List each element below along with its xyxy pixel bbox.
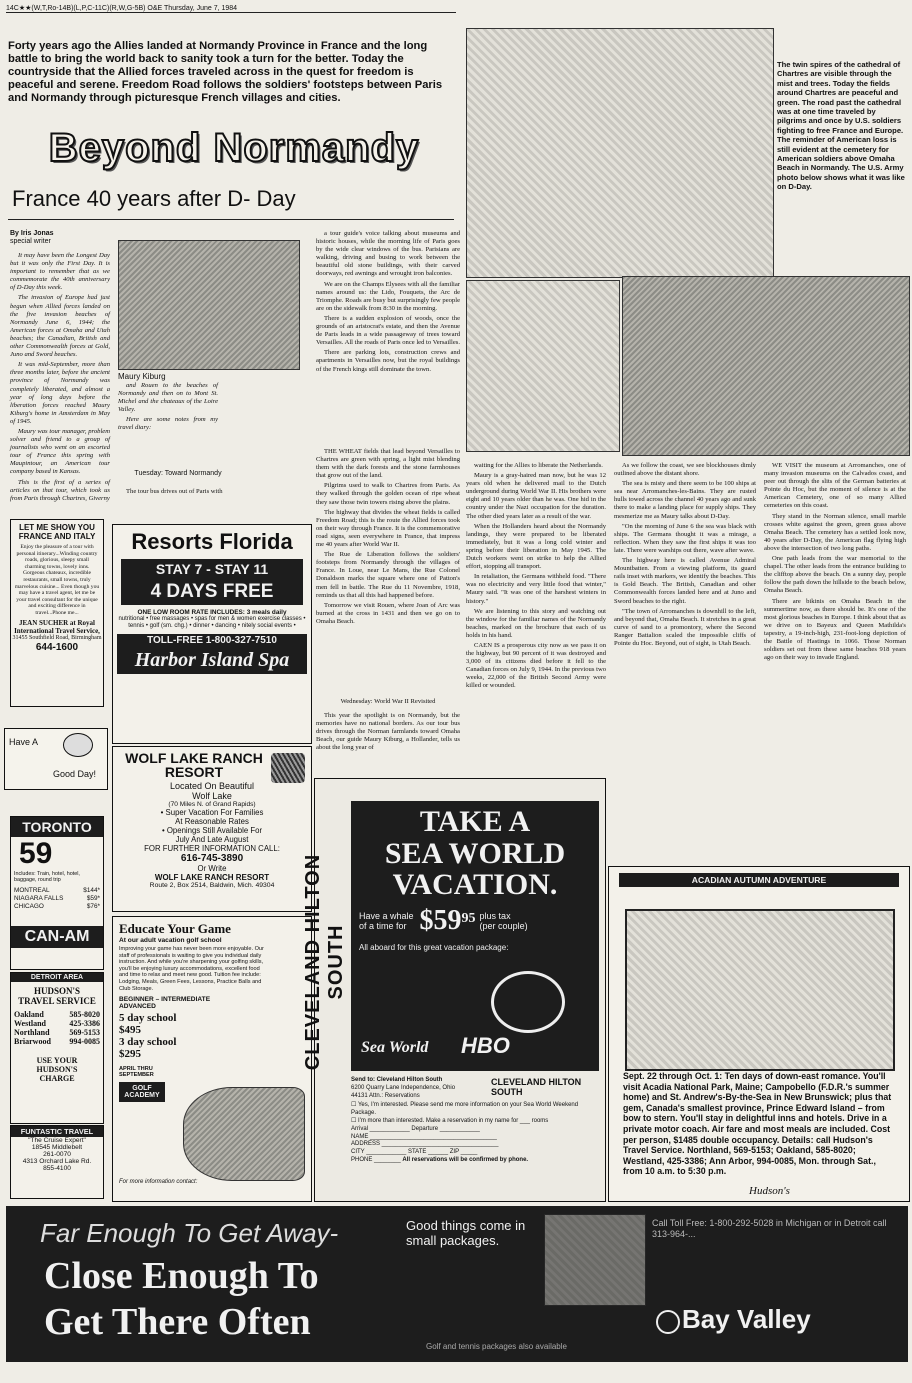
ad-wolf-l4: • Super Vacation For Families <box>160 808 264 817</box>
ad-toronto-row1 <box>14 887 100 894</box>
ad-wolf-phone: 616-745-3890 <box>180 853 244 864</box>
ad-toronto-l1: Includes: Train, hotel, hotel, baggage, round trip <box>14 871 80 884</box>
ad-funtastic-addr1: 18545 Middlebelt <box>31 1144 83 1151</box>
ad-golf-title: Educate Your Game <box>119 921 231 936</box>
ad-good-day-top: Have A <box>9 737 39 747</box>
ad-seaworld-price: $59 <box>419 905 462 936</box>
ad-golf-l1: BEGINNER – INTERMEDIATE <box>119 996 211 1004</box>
toronto-row2-price: $59* <box>86 894 100 902</box>
ad-resorts-extras: nutritional • free massages • spas for men & women exercise classes • tennis • golf (sm. chg.) • dinner • dancing • nitely social events • <box>118 616 306 629</box>
col6-p1: WE VISIT the museum at Arromanches, one of many invasion museums on the Calvados coast, and peer out through the slits of the German batteries at Pointe du Hoc, but the moment of silence is at the American Cemetery, one of so many Allied cemeteries on this coast. <box>764 462 906 510</box>
bay-valley-logo-icon <box>656 1310 680 1334</box>
ad-seaworld-l4-group <box>359 911 414 931</box>
ad-bay-valley <box>6 1206 908 1362</box>
ad-wolf-l11: Route 2, Box 2514, Baldwin, Mich. 49304 <box>149 882 275 889</box>
hudsons-row4-phone: 994-0085 <box>69 1037 100 1046</box>
col1-p2: The invasion of Europe had just begun when Allied forces landed on the five invasion beaches of Normandy June 6, 1944; the American forces at Omaha and Utah beaches; the Canadian, British and other Commonwealth forces at Gold, Juno and Sword beaches. <box>10 294 110 359</box>
acadian-harbor-illustration <box>625 909 895 1071</box>
bay-valley-photo <box>544 1214 646 1306</box>
byline-role: special writer <box>10 238 51 245</box>
col4-p5: We are listening to this story and watching out the window for the familiar names of the Normandy beaches, marked on the brochure that each of us holds in his hand. <box>466 607 606 639</box>
byline-name: By Iris Jonas <box>10 230 54 237</box>
ad-canam-logo: CAN-AM <box>11 926 103 948</box>
divider <box>8 219 454 220</box>
ad-seaworld-l7: (per couple) <box>479 921 528 931</box>
cathedral-caption: The twin spires of the cathedral of Chartres are visible through the mist and trees. Today the fields around Chartres are peaceful and green. The road past the cathedral was at one time traveled by pilgrims and once by U.S. soldiers fighting to free France and Europe. The reminder of American loss is still evident at the cemetery for American soldiers above Omaha Beach in Normandy. The U.S. Army photo below shows what it was like on D-Day. <box>777 60 905 192</box>
ad-jean-head: LET ME SHOW YOU FRANCE AND ITALY <box>18 523 96 541</box>
chartres-cathedral-photo <box>466 28 774 278</box>
ad-golf-p3: $495 <box>119 1024 141 1037</box>
ad-jean-sucher <box>10 519 104 707</box>
ad-good-day-bottom: Good Day! <box>53 769 97 779</box>
col1-p5: This is the first of a series of articles on that tour, which took us from Paris through Chartres, Giverny <box>10 478 110 502</box>
ad-bayvalley-foot: Golf and tennis packages also available <box>426 1342 567 1351</box>
ad-seaworld-panel <box>351 801 599 1071</box>
ad-seaworld-l6: plus tax <box>479 911 511 921</box>
col5-p1: As we follow the coast, we see blockhouses dimly outlined above the distant shore. <box>614 462 756 478</box>
col5-p3: "On the morning of June 6 the sea was black with ships. The Germans thought it was a mirage, a reflection. When they saw the first ships it was too late. There were warships out there, wave after wave. <box>614 522 756 554</box>
ad-seaworld-logo: CLEVELAND HILTON SOUTH <box>491 1077 582 1097</box>
ad-funtastic-phone1: 261-0070 <box>43 1151 71 1158</box>
ad-seaworld-l1: TAKE A <box>419 805 531 838</box>
toronto-row1-price: $144* <box>83 886 100 894</box>
article-subtitle: France 40 years after D- Day <box>12 186 296 211</box>
field-name-label: NAME <box>351 1133 369 1140</box>
ad-funtastic-addr2: 4313 Orchard Lake Rd. <box>22 1158 92 1165</box>
col4-p2: Maury is a gray-haired man now, but he was 12 years old when he delivered mail to the Dutch underground during World War II. His brothers were eight and 10 years older than he was. One hid in the country under the Nazi occupation for the duration. The other died years later as a result of the war. <box>466 472 606 520</box>
ad-seaworld-field-city[interactable]: CITY ____________ STATE ______ ZIP _____ <box>351 1149 478 1156</box>
col1-p1: It may have been the Longest Day but it was only the First Day. It is important to remember that as we commemorate the 40th anniversary of D-Day this week. <box>10 252 110 292</box>
col3-p8: The Rue de Liberation follows the soldiers' footsteps from Normandy through the villages of France. In Loue, near Le Mans, the Rue Colonel Donaldson marks the square where one of Patton's men fell in battle. The Rue du 11 Novembre, 1918, reminds us that all this had happened before. <box>316 551 460 599</box>
ad-seaworld-brand: Sea World <box>361 1039 429 1056</box>
article-column-3 <box>316 230 460 376</box>
ad-bayvalley-l2: Close Enough To <box>44 1255 319 1297</box>
col3-p10: This year the spotlight is on Normandy, but the memories have no national borders. As our tour bus drives through the Norman farmlands toward Omaha Beach, our guide Maury Kiburg, a Hollander, tells us about the long year of <box>316 712 460 752</box>
ad-acadian-body: Sept. 22 through Oct. 1: Ten days of down-east romance. You'll visit Acadia National Park, Maine; Campobello (F.D.R.'s summer home) and St. Andrew's-By-the-Sea in New Brunswick; plus that gem, Canada's smallest province, Prince Edward Island – from bow to stern. You'll stay in delightful inns and hotels. Drive in a private motor coach. Air fare and most meals are included. Cost per person, $1485 double occupancy. Details: call Hudson's Travel Service. Northland, 569-5153; Oakland, 585-8020; Westland, 425-3386; Ann Arbor, 994-0085, Mon. through Sat., from 10 a.m. to 5:30 p.m. <box>623 1071 892 1177</box>
col5-p2: The sea is misty and there seem to be 100 ships at sea near Arromanches-les-Bains. They are rusted hulls towed across the channel 40 years ago and sunk there to make a landing place for supply ships. They mesmerize me as Maury talks about D-Day. <box>614 480 756 520</box>
hudsons-row1-label: Oakland <box>14 1010 44 1019</box>
toronto-row3-label: CHICAGO <box>14 902 44 910</box>
ad-wolf-lake <box>112 746 312 912</box>
ad-toronto-title: TORONTO <box>11 817 103 837</box>
ad-golf-brand: GOLF ACADEMY <box>119 1082 165 1102</box>
intro-paragraph: Forty years ago the Allies landed at Normandy Province in France and the long battle to bring the world back to sanity took a turn for the better. Today the countryside that the Allied forces traveled across in the quest for freedom is peaceful and serene. Freedom Road follows the soldiers' footsteps between Paris and Normandy through picturesque French villages and cities. <box>8 40 443 104</box>
whale-emblem-icon <box>491 971 565 1033</box>
balloon-icon <box>63 733 93 757</box>
ad-wolf-l10: WOLF LAKE RANCH RESORT <box>154 873 270 882</box>
col2-p3 <box>118 488 238 498</box>
ad-wolf-l2: Wolf Lake <box>192 791 232 801</box>
hudsons-row-2 <box>14 1019 100 1028</box>
ad-golf-body: Improving your game has never been more enjoyable. Our staff of professionals is waiting to give you individual daily instruction. And while you're sharpening your golfing skills, you'll be enjoying luxury accommodations, excellent food and time to relax and meet new good. Tuition fee include: Lodging, Meals, Green Fees, Lessons, Practice Balls and Club Storage. <box>119 946 264 992</box>
col3-p1: a tour guide's voice talking about museums and historic houses, while the morning life of Paris goes by the wide clear windows of the bus. Parisians are walking, driving and busing to work between the beautiful old stone buildings, with their carved doorways, red awnings and wrought iron balconies. <box>316 230 460 278</box>
toronto-row3-price: $76* <box>86 902 100 910</box>
ad-seaworld-l4: Have a whale <box>359 911 414 921</box>
col4-p1: waiting for the Allies to liberate the Netherlands. <box>474 462 603 469</box>
article-column-1 <box>10 252 110 505</box>
ad-seaworld-form <box>351 1077 599 1165</box>
col5-p4: The highway here is called Avenue Admiral Mountbatten. From a viewing platform, its guard rails inset with markers, we identify the beaches. This is Gold Beach. The British, Canadian and other Commonwealth forces landed here and at Juno and Sword beaches to the right. <box>614 557 756 605</box>
ad-seaworld-check1[interactable]: Yes, I'm interested. Please send me more information on your Sea World Weekend Package. <box>351 1102 579 1117</box>
ad-resorts-florida <box>112 524 312 744</box>
article-column-7 <box>764 462 906 664</box>
ad-hudsons-title: HUDSON'S TRAVEL SERVICE <box>18 986 96 1006</box>
ad-jean-body: Enjoy the pleasure of a tour with personal itinerary...Winding country roads, glorious, sleepy small charming towns, lovely inns. Gorgeous chateaux, incredible restaurants, small towns, truly marvelous cuisine... Even though you may have a travel agent, let me be your travel consultant for the unique and exciting difference in travel...Phone me... <box>14 544 100 616</box>
col4-p4: In retaliation, the Germans withheld food. "There was no electricity and very little food that winter," Maury said. "It was one of the harshest winters in history." <box>466 573 606 605</box>
ad-golf-l2: ADVANCED <box>119 1003 156 1011</box>
ad-wolf-l3: (70 Miles N. of Grand Rapids) <box>168 801 256 808</box>
ad-sea-world <box>302 778 606 1202</box>
col3-p6: Pilgrims used to walk to Chartres from Paris. As they walked through the golden ocean of ripe wheat they saw those twin towers rising above the plains. <box>316 482 460 506</box>
ad-toronto-row2 <box>14 895 100 902</box>
ad-golf-sub: At our adult vacation golf school <box>119 937 222 944</box>
col3-p3: There is a sudden explosion of woods, once the grounds of an aristocrat's estate, and then the Avenue de Paris leads in a wide passageway of trees toward Versailles. All the roads of Paris once led to Versailles. <box>316 314 460 347</box>
ad-wolf-l9: Or Write <box>197 864 227 873</box>
col4-p3: When the Hollanders heard about the Normandy landings, they were prepared to be liberated immediately, but it was a long cold winter and spring before their liberation in May 1945. The Dutch workers went on strike to help the Allied effort, stopping all transport. <box>466 522 606 571</box>
ad-wolf-l7: July And Late August <box>175 835 249 844</box>
photo-caption: Maury Kiburg <box>118 372 166 381</box>
ad-seaworld-field-name[interactable]: NAME ______________________________________ <box>351 1133 497 1140</box>
ad-seaworld-addr: 6200 Quarry Lane Independence, Ohio 44131 Attn.: Reservations <box>351 1084 456 1099</box>
field-phone-label: PHONE <box>351 1156 373 1163</box>
col1-p4: Maury was tour manager, problem solver and friend to a group of journalists who went on an escorted tour of France this spring with Maupintour, an American tour company based in Kansas. <box>10 427 110 476</box>
ad-resorts-title: Resorts Florida <box>131 529 293 554</box>
dday-army-photo-left <box>466 280 620 452</box>
ad-funtastic-travel <box>10 1125 104 1199</box>
ad-funtastic-title: FUNTASTIC TRAVEL <box>11 1126 103 1137</box>
col1-p3: It was mid-September, more than three months later, before the ancient province of Normandy was completely liberated, and almost a year of long days before the liberation forces reached Maury Kiburg's home in Amsterdam in May of 1945. <box>10 361 110 425</box>
col3-p9: Tomorrow we visit Rouen, where Joan of Arc was burned at the cross in 1431 and then we go on to Omaha Beach. <box>316 601 460 625</box>
field-arrival-label: Arrival <box>351 1125 369 1132</box>
ad-wolf-l5: At Reasonable Rates <box>175 817 249 826</box>
ad-seaworld-check1-row: ☐ Yes, I'm interested. Please send me more information on your Sea World Weekend Package. <box>351 1102 579 1117</box>
ad-toronto-price: 59 <box>19 837 53 870</box>
ad-toronto <box>10 816 104 970</box>
ad-seaworld-price-row <box>359 905 591 937</box>
ad-acadian-title: ACADIAN AUTUMN ADVENTURE <box>619 873 899 887</box>
col6-p3: One path leads from the war memorial to the chapel. The other leads from the entrance building to the clifftop above the beach. On a sunny day, people follow the path down the hillside to the beach below, Omaha Beach. <box>764 555 906 595</box>
article-column-5 <box>466 462 606 693</box>
ad-seaworld-field-address[interactable]: ADDRESS ___________________________________ <box>351 1141 499 1148</box>
ad-hudsons-travel <box>10 972 104 1124</box>
hudsons-row-4 <box>14 1037 100 1046</box>
article-column-4 <box>316 448 460 628</box>
ad-wolf-l8: FOR FURTHER INFORMATION CALL: <box>144 844 280 853</box>
ad-wolf-title: WOLF LAKE RANCH RESORT <box>125 750 263 780</box>
ad-bayvalley-mid: Good things come in small packages. <box>406 1218 526 1248</box>
field-address-label: ADDRESS <box>351 1141 381 1148</box>
article-column-4b <box>316 712 460 754</box>
ad-seaworld-check2-row: ☐ I'm more than interested. Make a reservation in my name for ___ rooms <box>351 1117 549 1124</box>
page-header: 14C★★(W,T,Ro-14B)(L,P,C-11C)(R,W,G-5B) O&E Thursday, June 7, 1984 <box>6 4 456 13</box>
ad-acadian-brand: Hudson's <box>749 1185 790 1197</box>
ad-wolf-l6: • Openings Still Available For <box>161 826 263 835</box>
ad-seaworld-l3: VACATION. <box>392 868 558 901</box>
hudsons-row3-phone: 569-5153 <box>69 1028 100 1037</box>
hudsons-row3-label: Northland <box>14 1028 50 1037</box>
byline <box>10 230 110 246</box>
ad-seaworld-vertical: CLEVELAND HILTON SOUTH <box>302 853 347 1071</box>
col6-p4: There are bikinis on Omaha Beach in the summertime now, as there should be. It's one of the most glorious beaches in Europe. I think about that as we drive on to Bayeux and Queen Mathilda's tapestry, a 19-inch-high, 231-foot-long depiction of the Battle of Hastings in 1066. Those Norman soldiers set out from these same beaches 918 years ago on their way to invade England. <box>764 597 906 662</box>
ad-resorts-rate: ONE LOW ROOM RATE INCLUDES: 3 meals daily <box>137 609 287 616</box>
col3-p5: THE WHEAT fields that lead beyond Versailles to Chartres are green with spring, a light mist blending them with the dark forests and the stone farmhouses that grow out of the land. <box>316 448 460 480</box>
ad-golf-l3: 5 day school <box>119 1012 177 1025</box>
ad-seaworld-send: Send to: Cleveland Hilton South <box>351 1077 443 1083</box>
ad-golf-foot: For more information contact: <box>119 1179 198 1185</box>
ad-bayvalley-l1: Far Enough To Get Away- <box>40 1218 339 1248</box>
ad-golf-school <box>112 916 312 1202</box>
col6-p2: They stand in the Norman silence, small marble crosses white against the green, green grass above Omaha Beach. The cemetery has a settled look now, 40 years after D-Day, the American flag flying high above the intersection of two long paths. <box>764 512 906 552</box>
hudsons-row4-label: Briarwood <box>14 1037 51 1046</box>
ad-seaworld-field-phone[interactable]: PHONE ________ All reservations will be confirmed by phone. <box>351 1156 529 1163</box>
article-title: Beyond Normandy <box>48 126 420 170</box>
toronto-row2-label: NIAGARA FALLS <box>14 894 64 902</box>
ad-resorts-brand: Harbor Island Spa <box>117 647 307 674</box>
ad-seaworld-l8: All aboard for this great vacation package: <box>359 943 509 952</box>
col2-p2: Here are some notes from my travel diary: <box>118 416 218 432</box>
field-city-label: CITY <box>351 1149 365 1156</box>
col2-p3-text: The tour bus drives out of Paris with <box>126 488 223 495</box>
ad-bayvalley-l3: Get There Often <box>44 1301 311 1343</box>
article-column-6 <box>614 462 756 650</box>
hudsons-row2-label: Westland <box>14 1019 47 1028</box>
toronto-row1-label: MONTREAL <box>14 886 50 894</box>
hudsons-row-3 <box>14 1028 100 1037</box>
hudsons-row1-phone: 585-8020 <box>69 1010 100 1019</box>
ad-seaworld-hbo: HBO <box>461 1033 510 1058</box>
ad-jean-addr: 31455 Southfield Road, Birmingham <box>12 634 102 641</box>
ad-jean-name: JEAN SUCHER at Royal International Travel Service, <box>14 618 100 635</box>
ad-bayvalley-brand: Bay Valley <box>682 1304 811 1334</box>
col4-p6: CAEN IS a prosperous city now as we pass it on the highway, but 90 percent of it was destroyed and 3,000 of its citizens died before it fell to the Canadian forces on July 9, 1944. In the previous two weeks, 22,000 of the British Second Army were killed or wounded. <box>466 641 606 690</box>
ad-golf-p4: $295 <box>119 1048 141 1061</box>
ad-seaworld-check2[interactable]: I'm more than interested. Make a reservation in my name for ___ rooms <box>358 1117 549 1124</box>
col5-p5: "The town of Arromanches is downhill to the left, and beyond that, Omaha Beach. It stretches in a great curve of sand to a promontory, where the Second Ranger Battalion scaled the impossible cliffs of Pointe du Hoc. Beyond, out of sight, is Utah Beach. <box>614 607 756 647</box>
ad-resorts-banner: STAY 7 - STAY 11 <box>121 559 303 579</box>
ad-toronto-row3 <box>14 903 100 910</box>
ad-resorts-deal: 4 DAYS FREE <box>121 579 303 605</box>
ad-wolf-l1: Located On Beautiful <box>169 781 255 791</box>
article-column-2 <box>118 382 218 435</box>
maury-kiburg-photo <box>118 240 300 370</box>
col3-p7: The highway that divides the wheat fields is called Freedom Road; this is the route the Allied forces took on their way through France. It is the commemorative road signs, seen everywhere in France, that impress me 40 years after World War II. <box>316 508 460 549</box>
ad-hudsons-charge: USE YOUR HUDSON'S CHARGE <box>36 1056 78 1083</box>
field-zip-label: ZIP <box>449 1149 459 1156</box>
ad-jean-phone: 644-1600 <box>35 641 79 653</box>
field-state-label: STATE <box>407 1149 427 1156</box>
ad-bayvalley-right: Call Toll Free: 1-800-292-5028 in Michigan or in Detroit call 313-964-... <box>652 1218 887 1239</box>
ad-seaworld-field-arrival[interactable]: Arrival ____________ Departure ____________ <box>351 1125 480 1132</box>
ad-seaworld-note: All reservations will be confirmed by phone. <box>402 1156 529 1163</box>
col3-p2: We are on the Champs Elysees with all the familiar names around us: the Lido, Fouquets, the Arc de Triomphe. Roads are busy but surprisingly few people are on the sidewalk from 8:30 in the morning. <box>316 280 460 312</box>
ad-funtastic-phone2: 855-4100 <box>43 1165 71 1172</box>
ad-resorts-tollfree: TOLL-FREE 1-800-327-7510 <box>117 634 307 647</box>
col2-p1: and Rouen to the beaches of Normandy and then on to Mont St. Michel and the chateaux of the Loire Valley. <box>118 382 218 414</box>
dday-army-photo-right <box>622 276 910 456</box>
ad-hudsons-top: DETROIT AREA <box>11 973 103 982</box>
diary-heading-wednesday: Wednesday: World War II Revisited <box>340 698 436 705</box>
diary-heading-tuesday: Tuesday: Toward Normandy <box>134 470 222 477</box>
hudsons-row2-phone: 425-3386 <box>69 1019 100 1028</box>
ad-good-day <box>4 728 108 790</box>
col3-p4: There are parking lots, construction crews and apartments in Versailles now, but the royal buildings of the French kings still dominate the town. <box>316 349 460 373</box>
horse-icon <box>271 753 305 783</box>
ad-funtastic-sub: "The Cruise Expert" <box>28 1137 86 1144</box>
ad-seaworld-l2: SEA WORLD <box>384 837 566 870</box>
ad-seaworld-l5: of a time for <box>359 921 407 931</box>
ad-seaworld-cents: 95 <box>461 911 476 926</box>
ad-seaworld-tax-group <box>480 911 528 931</box>
ad-acadian-autumn <box>608 866 910 1202</box>
hudsons-row-1 <box>14 1010 100 1019</box>
ad-golf-l4: 3 day school <box>119 1036 177 1049</box>
golf-bag-illustration <box>183 1087 305 1181</box>
field-departure-label: Departure <box>411 1125 439 1132</box>
ad-golf-l5: APRIL THRU SEPTEMBER <box>119 1066 154 1079</box>
